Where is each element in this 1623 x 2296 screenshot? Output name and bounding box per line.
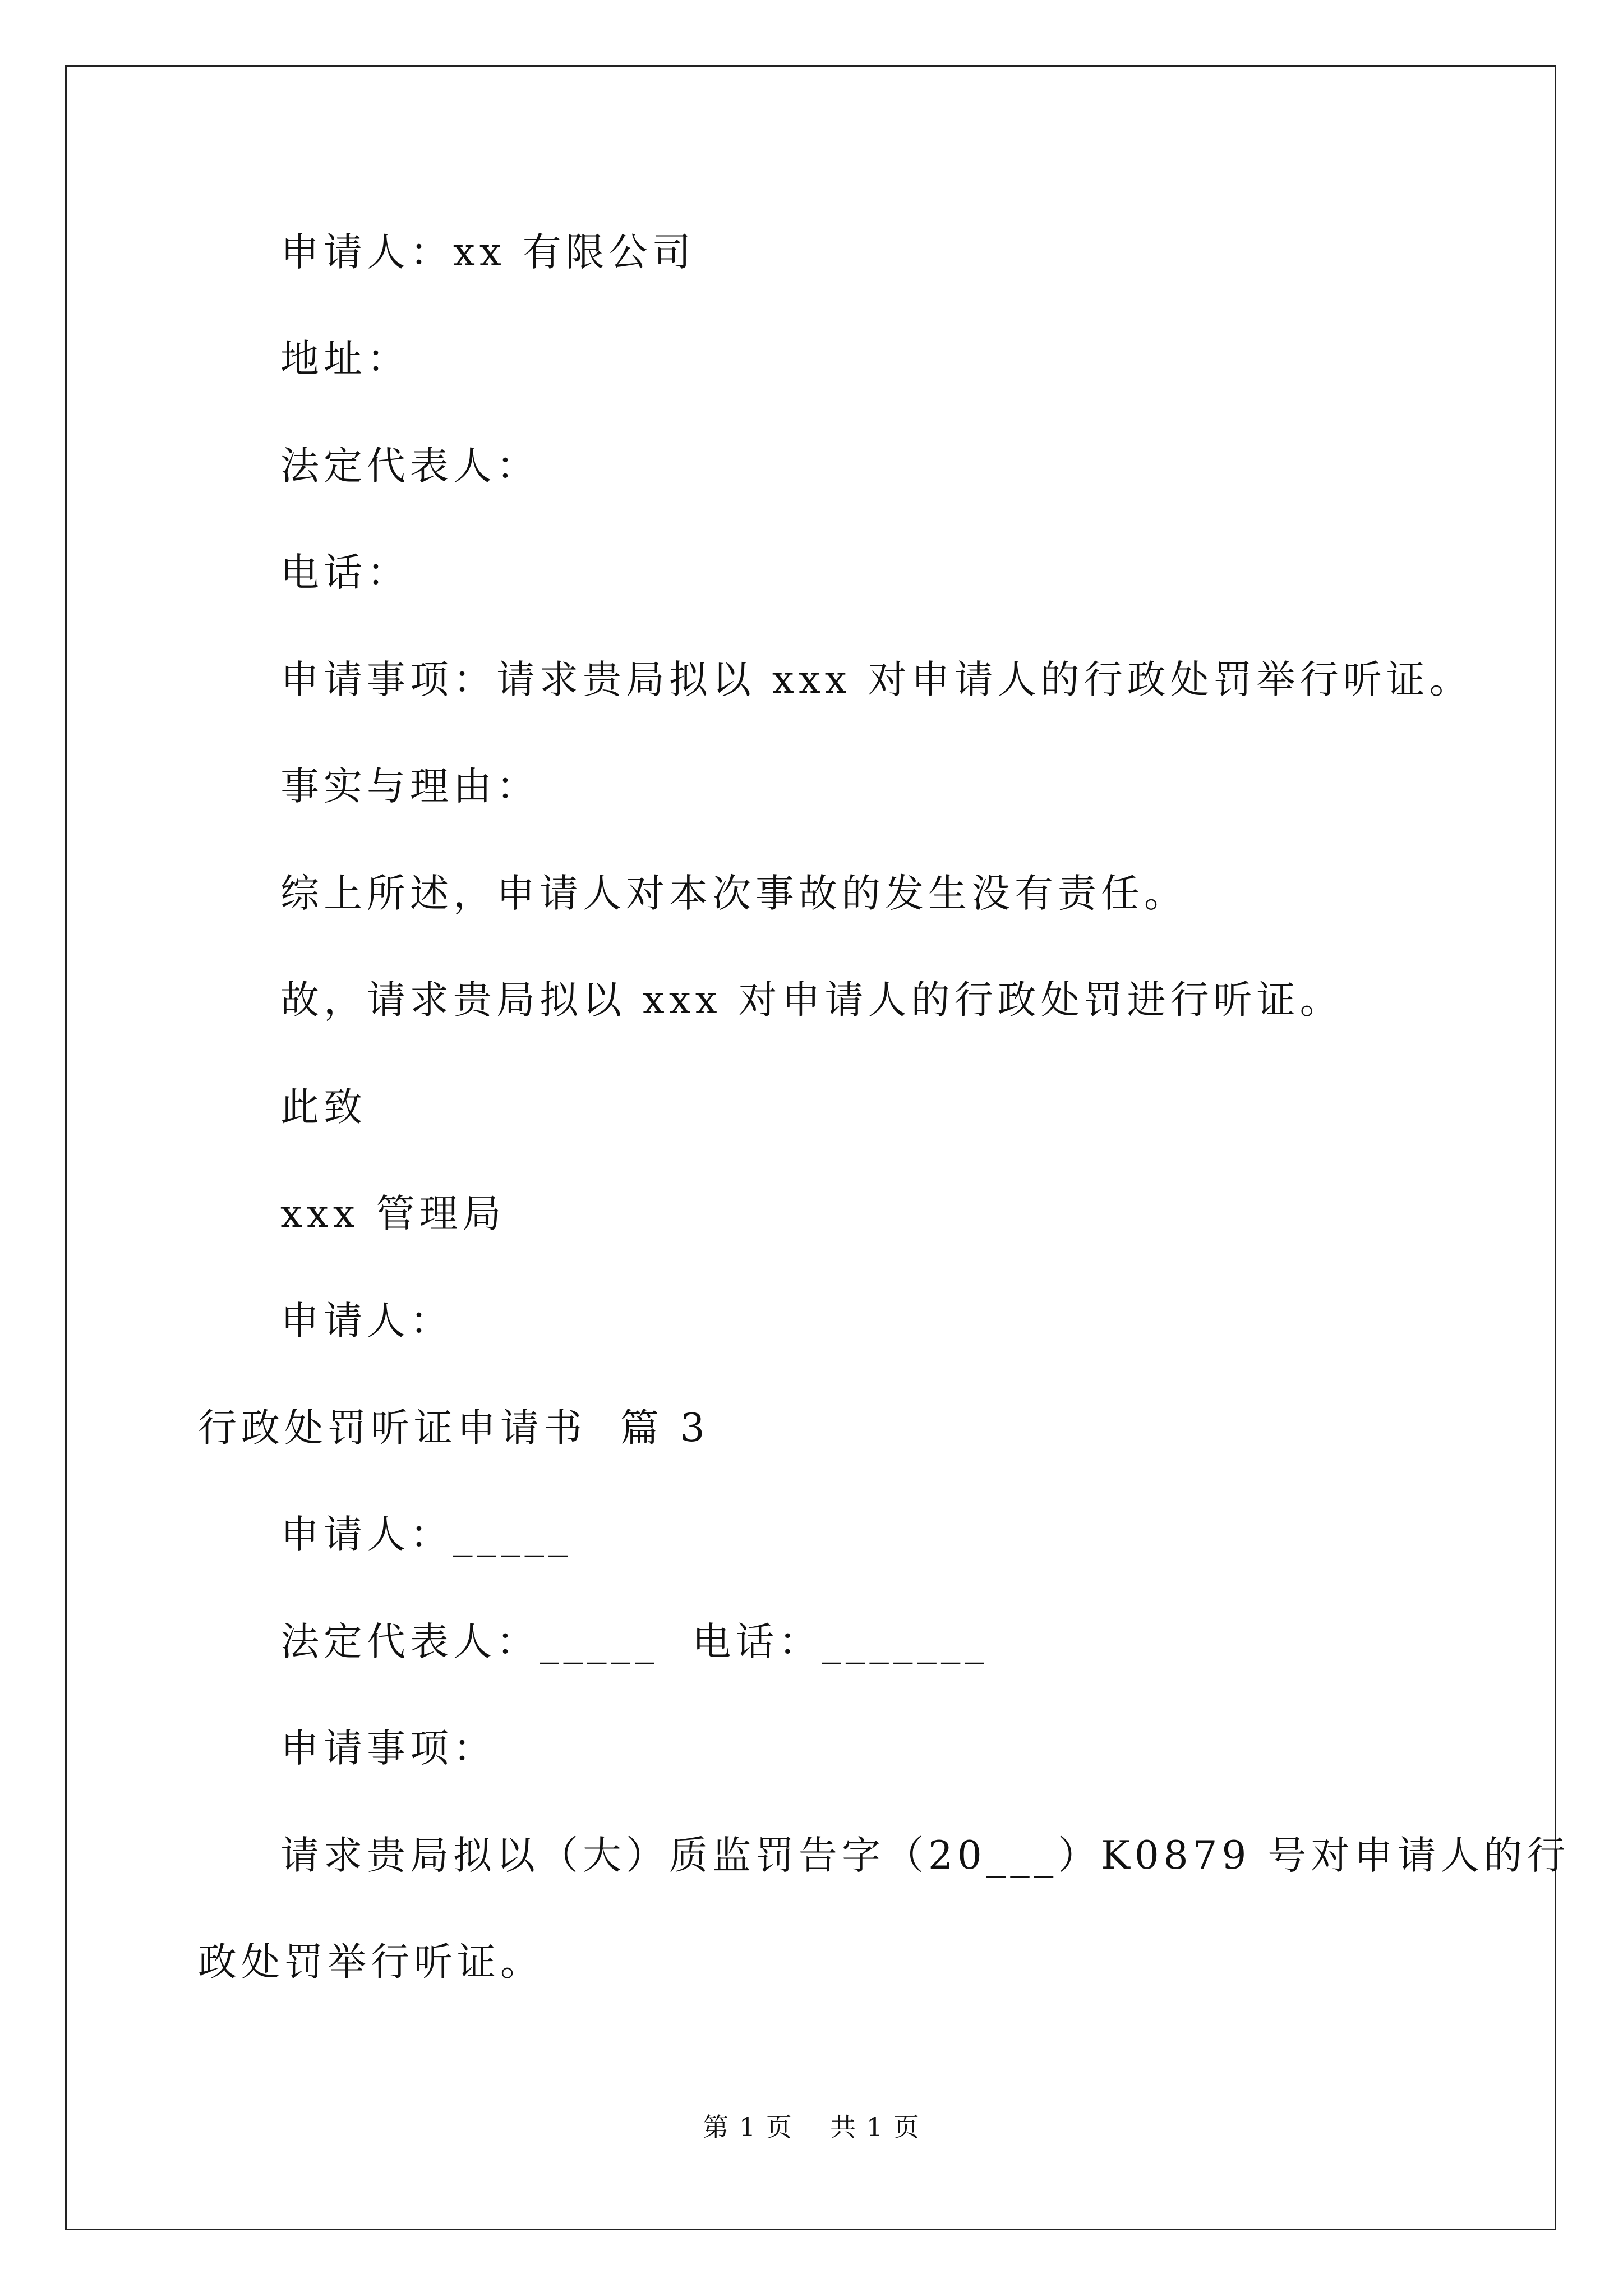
facts-reasons-line: 事实与理由： xyxy=(280,764,540,809)
page-number-footer: 第 1 页 共 1 页 xyxy=(703,2112,920,2142)
request-line: 申请事项：请求贵局拟以 xxx 对申请人的行政处罚举行听证。 xyxy=(280,657,1473,702)
representative-phone-line: 法定代表人：_____ 电话：_______ xyxy=(280,1619,989,1664)
request-body-line-1: 请求贵局拟以（大）质监罚告字（20___）K0879 号对申请人的行 xyxy=(280,1833,1570,1878)
signature-applicant-line: 申请人： xyxy=(280,1299,453,1343)
page-border xyxy=(65,65,1556,2230)
applicant-blank-line: 申请人：_____ xyxy=(280,1512,573,1557)
request-items-line: 申请事项： xyxy=(280,1726,496,1771)
summary-line: 综上所述，申请人对本次事故的发生没有责任。 xyxy=(280,871,1187,916)
addressee-line: xxx 管理局 xyxy=(280,1191,506,1236)
phone-line: 电话： xyxy=(280,550,410,595)
section-heading: 行政处罚听证申请书 篇 3 xyxy=(198,1406,709,1451)
request-body-line-2: 政处罚举行听证。 xyxy=(198,1940,543,1985)
applicant-line: 申请人：xx 有限公司 xyxy=(280,230,695,275)
salutation-line: 此致 xyxy=(280,1085,367,1130)
conclusion-line: 故，请求贵局拟以 xxx 对申请人的行政处罚进行听证。 xyxy=(280,978,1343,1023)
legal-representative-line: 法定代表人： xyxy=(280,444,540,489)
address-line: 地址： xyxy=(280,337,410,381)
